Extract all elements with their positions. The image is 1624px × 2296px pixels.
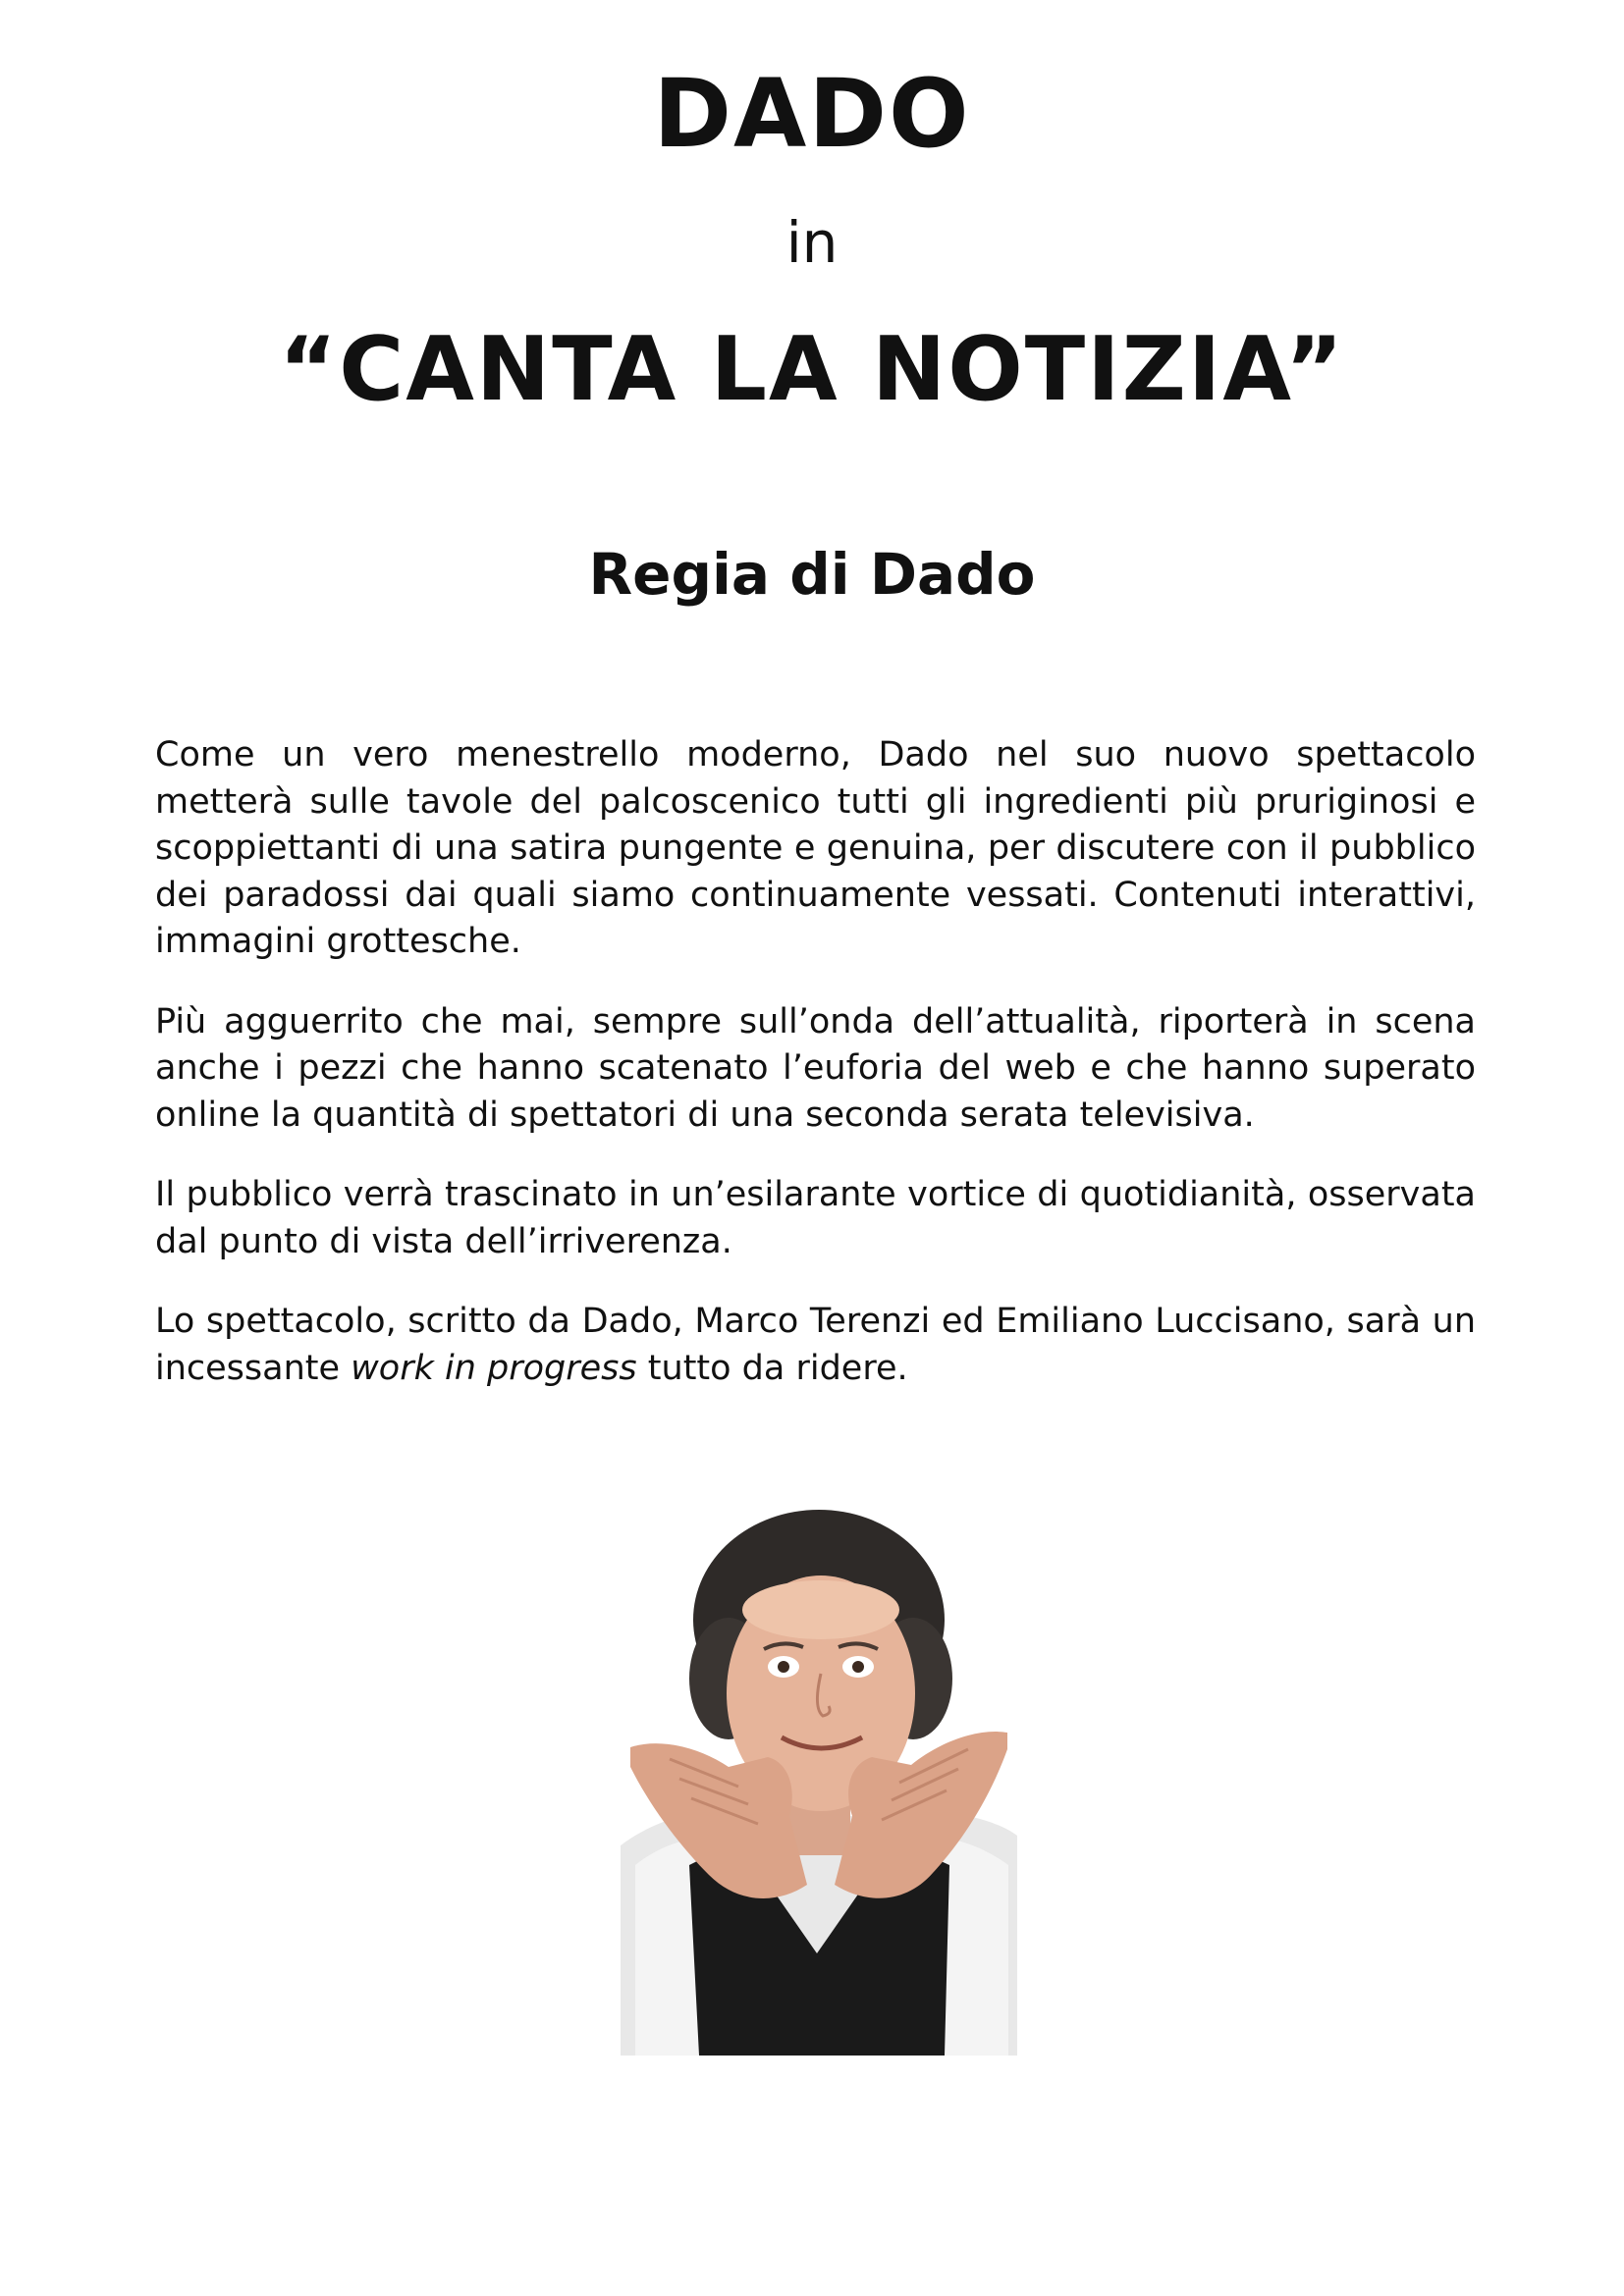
connector-text: in <box>785 209 839 276</box>
paragraph-4-end: tutto da ridere. <box>636 1348 908 1388</box>
paragraph-2: Più agguerrito che mai, sempre sull’onda dell’attualità, riporterà in scena anche i pezzi che hanno scatenato l’euforia del web e che hanno superato online la quantità di spettatori di una seconda serata televisiva. <box>155 1001 1476 1135</box>
director-credit: Regia di Dado <box>588 541 1036 608</box>
description-body <box>155 732 1476 1425</box>
show-title: “CANTA LA NOTIZIA” <box>279 318 1345 421</box>
portrait-photo-icon <box>621 1492 1017 2056</box>
paragraph-1: Come un vero menestrello moderno, Dado nel suo nuovo spettacolo metterà sulle tavole del palcoscenico tutti gli ingredienti più pruriginosi e scoppiettanti di una satira pungente e genuina, per discutere con il pubblico dei paradossi dai quali siamo continuamente vessati. Contenuti interattivi, immagini grottesche. <box>155 735 1476 961</box>
performer-photo <box>621 1492 1017 2056</box>
artist-title: DADO <box>653 59 971 169</box>
italic-phrase: work in progress <box>351 1348 637 1388</box>
paragraph-3: Il pubblico verrà trascinato in un’esilarante vortice di quotidianità, osservata dal punto di vista dell’irriverenza. <box>155 1175 1476 1261</box>
paragraph-4 <box>155 1299 1476 1392</box>
paragraph-4-start: Lo spettacolo, scritto da Dado, Marco Terenzi ed Emiliano Luccisano, sarà un incessante <box>155 1302 1476 1388</box>
